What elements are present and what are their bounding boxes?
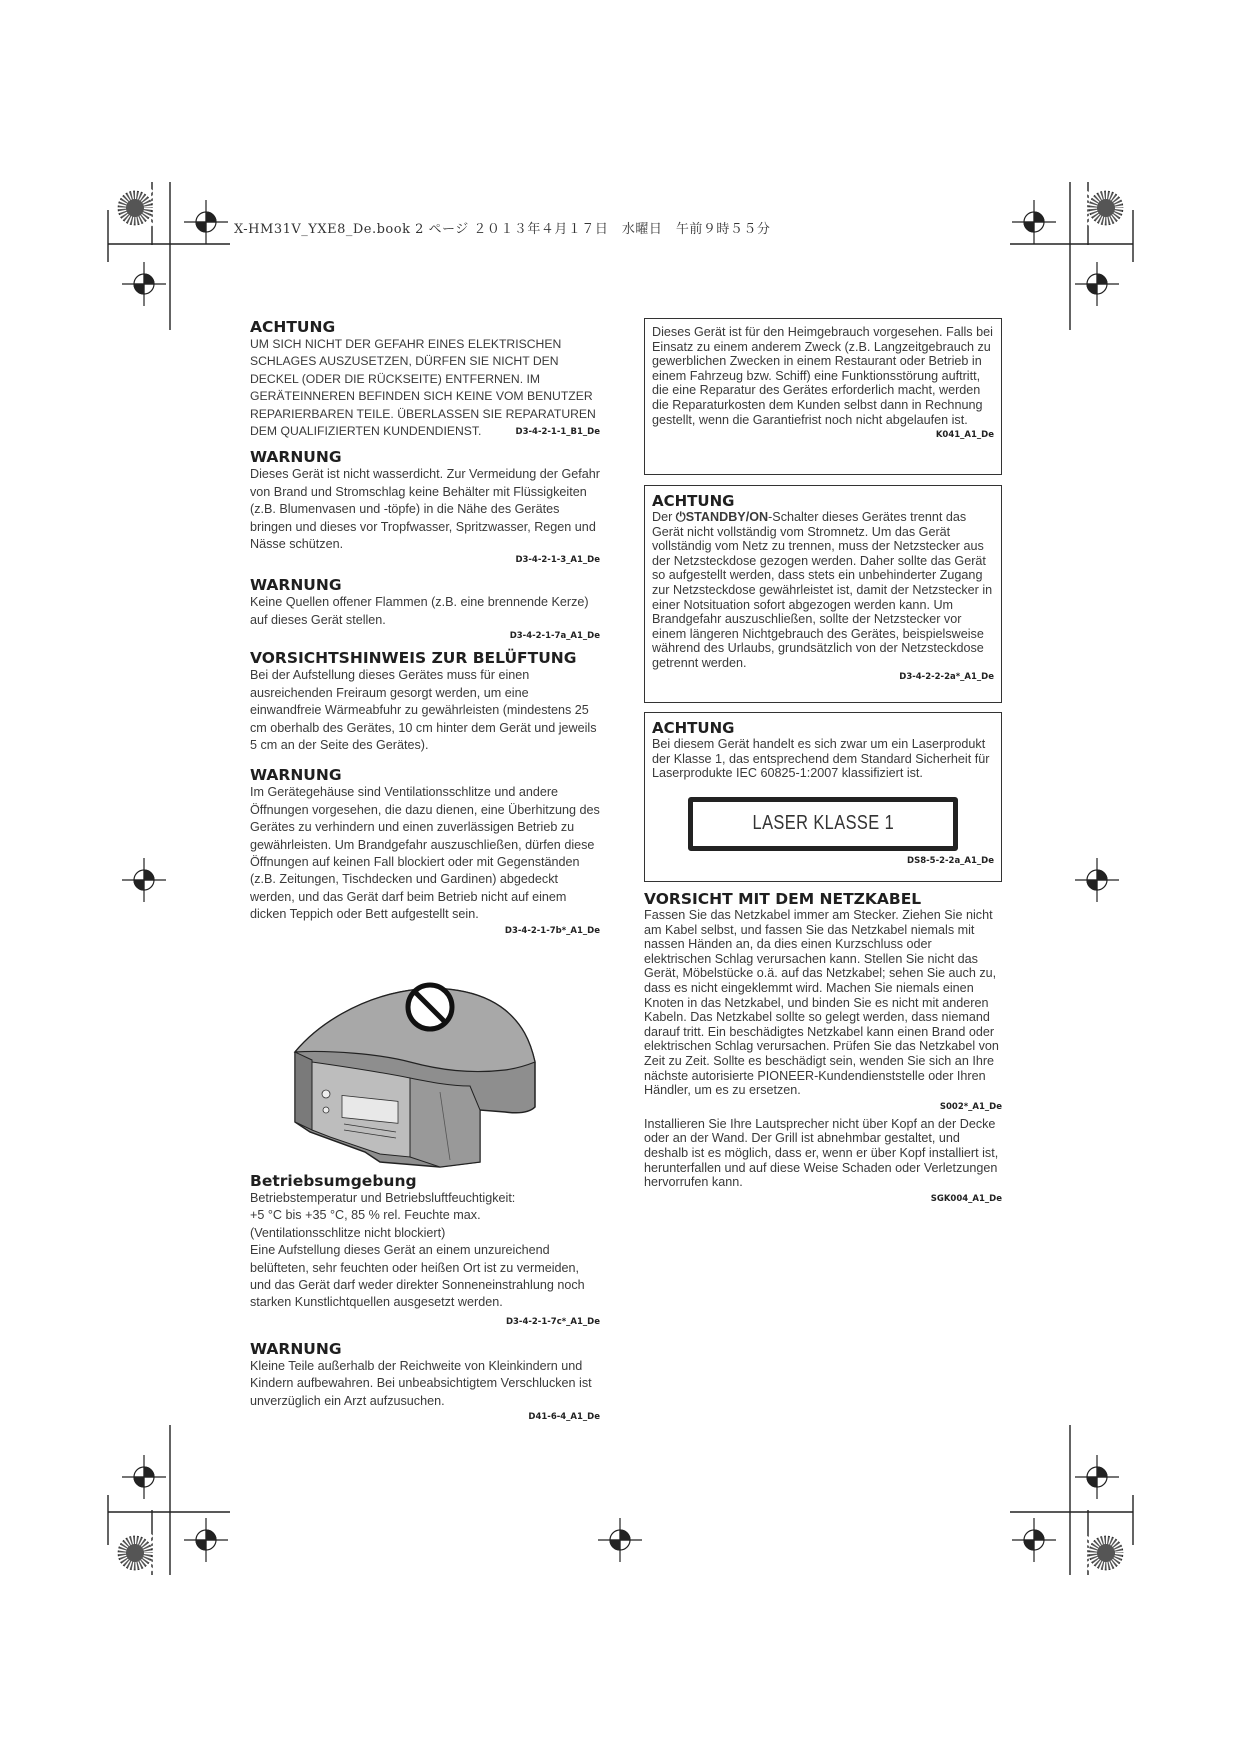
section-code: D3-4-2-1-7a_A1_De <box>509 631 600 642</box>
section-title: WARNUNG <box>250 448 342 467</box>
power-icon: ⏻ <box>675 510 686 524</box>
box-text: Dieses Gerät ist für den Heimgebrauch vorgesehen. Falls bei Einsatz zu einem anderem Zweck (z.B. Langzeitgebrauch zu gewerblichen Zwecken in einem Restaurant oder Betrieb in einem Fahrzeug bzw. Schiff) eine Funktionsstörung auftritt, die eine Reparatur des Gerätes erforderlich macht, werden die Reparaturkosten dem Kunden selbst dann in Rechnung gestellt, wenn die Garantiefrist noch nicht abgelaufen ist. <box>652 325 993 427</box>
section-title: VORSICHT MIT DEM NETZKABEL <box>644 890 922 908</box>
covered-device-illustration <box>290 982 550 1172</box>
section-text: Installieren Sie Ihre Lautsprecher nicht über Kopf an der Decke oder an der Wand. Der Grill ist abnehmbar gestaltet, und deshalb ist es möglich, dass er, wenn er über Kopf installiert ist, herunterfallen und auf diese Weise Schaden oder Verletzungen hervorrufen kann. <box>644 1116 999 1190</box>
box-code: K041_A1_De <box>935 430 994 441</box>
box-text: Bei diesem Gerät handelt es sich zwar um ein Laserprodukt der Klasse 1, das entsprechend dem Standard Sicherheit für Laserprodukte IEC 60825-1:2007 klassifiziert ist. <box>652 737 990 781</box>
section-text: Bei der Aufstellung dieses Gerätes muss für einen ausreichenden Freiraum gesorgt werden, um eine einwandfreie Wärmeabfuhr zu gewährleisten (mindestens 25 cm oberhalb des Gerätes, 10 cm hinter dem Gerät und jeweils 5 cm an der Seite des Gerätes). <box>250 668 597 752</box>
section-text: Im Gerätegehäuse sind Ventilationsschlitze und andere Öffnungen vorgesehen, die dazu dienen, eine Überhitzung des Gerätes zu verhindern und einen zuverlässigen Betrieb zu gewährleisten. Um Brandgefahr auszuschließen, dürfen diese Öffnungen auf keinen Fall blockiert oder mit Gegenständen (z.B. Zeitungen, Tischdecken und Gardinen) abgedeckt werden, und das Gerät darf beim Betrieb nicht auf einem dicken Teppich oder Bett aufgestellt sein. <box>250 785 600 922</box>
section-warnung-small-parts <box>250 1340 600 1423</box>
section-text: Fassen Sie das Netzkabel immer am Stecker. Ziehen Sie nicht am Kabel selbst, und fassen Sie das Netzkabel niemals mit nassen Händen an, da dies einen Kurzschluss oder elektrischen Schlag verursachen kann. Stellen Sie nicht das Gerät, Möbelstücke o.ä. auf das Netzkabel; sehen Sie auch zu, dass es nicht eingeklemmt wird. Machen Sie niemals einen Knoten in das Netzkabel, und binden Sie es nicht mit anderen Kabeln. Das Netzkabel sollte so gelegt werden, dass niemand darauf tritt. Ein beschädigtes Netzkabel kann einen Brand oder elektrischen Schlag verursachen. Prüfen Sie das Netzkabel von Zeit zu Zeit. Sollte es beschädigt sein, wenden Sie sich an Ihre nächste autorisierte PIONEER-Kundendienststelle oder Ihren Händler, um es zu ersetzen. <box>644 908 999 1098</box>
section-speaker-mounting <box>644 1117 1002 1205</box>
section-ventilation-notice <box>250 649 600 754</box>
section-text: UM SICH NICHT DER GEFAHR EINES ELEKTRISCHEN SCHLAGES AUSZUSETZEN, DÜRFEN SIE NICHT DEN DECKEL (ODER DIE RÜCKSEITE) ENTFERNEN. IM GERÄTEINNEREN BEFINDEN SICH KEINE VOM BENUTZER REPARIERBAREN TEILE. ÜBERLASSEN SIE REPARATUREN DEM QUALIFIZIERTEN KUNDENDIENST. <box>250 337 596 439</box>
section-achtung-cover <box>250 318 600 438</box>
section-warnung-water <box>250 448 600 566</box>
section-title: WARNUNG <box>250 576 342 595</box>
section-code: D3-4-2-1-1_B1_De <box>515 427 600 438</box>
box-title: ACHTUNG <box>652 719 735 737</box>
section-code: D3-4-2-1-7c*_A1_De <box>505 1316 600 1327</box>
section-title: VORSICHTSHINWEIS ZUR BELÜFTUNG <box>250 649 577 668</box>
section-power-cord <box>644 890 1002 1113</box>
standby-switch-notice-box <box>644 485 1002 703</box>
standby-on-label: STANDBY/ON <box>685 510 769 524</box>
section-text: Eine Aufstellung dieses Gerät an einem unzureichend belüfteten, sehr feuchten oder heißen Ort ist zu vermeiden, und das Gerät darf weder direkter Sonneneinstrahlung noch starken Kunstlichtquellen ausgesetzt werden. <box>250 1243 585 1310</box>
section-text-line: +5 °C bis +35 °C, 85 % rel. Feuchte max. <box>250 1208 481 1223</box>
section-code: S002*_A1_De <box>939 1101 1002 1112</box>
section-title: ACHTUNG <box>250 318 336 336</box>
left-column <box>250 318 600 944</box>
section-code: D41-6-4_A1_De <box>528 1412 600 1423</box>
section-text: Kleine Teile außerhalb der Reichweite von Kleinkindern und Kindern aufbewahren. Bei unbeabsichtigtem Verschlucken ist unverzüglich ein Arzt aufzusuchen. <box>250 1358 592 1408</box>
section-code: D3-4-2-1-3_A1_De <box>515 555 600 566</box>
box-code: DS8-5-2-2a_A1_De <box>907 855 994 866</box>
section-title: Betriebsumgebung <box>250 1172 417 1190</box>
box-code: D3-4-2-2-2a*_A1_De <box>899 671 994 682</box>
section-code: D3-4-2-1-7b*_A1_De <box>504 925 600 936</box>
section-warnung-flames <box>250 576 600 642</box>
laser-class-label: LASER KLASSE 1 <box>688 797 958 851</box>
section-title: WARNUNG <box>250 1339 342 1358</box>
section-text-line: Betriebstemperatur und Betriebsluftfeuchtigkeit: <box>250 1191 516 1205</box>
home-use-notice-box <box>644 318 1002 475</box>
right-column-lower <box>644 890 1002 1212</box>
box-text: Der ⏻STANDBY/ON-Schalter dieses Gerätes trennt das Gerät nicht vollständig vom Stromnetz. Um das Gerät vollständig vom Netz zu trennen, muss der Netzstecker aus der Netzsteckdose gezogen werden. Daher sollte das Gerät so aufgestellt werden, dass stets ein unbehinderter Zugang zur Netzsteckdose gewährleistet ist, damit der Netzstecker in einer Notsituation sofort abgezogen werden kann. Um Brandgefahr auszuschließen, sollte der Netzstecker vor einem längeren Nichtgebrauch des Gerätes, beispielsweise während des Urlaubs, grundsätzlich von der Netzsteckdose getrennt werden. <box>652 510 993 670</box>
section-text-line: (Ventilationsschlitze nicht blockiert) <box>250 1225 446 1240</box>
left-column-lower <box>250 1172 600 1430</box>
section-text: Dieses Gerät ist nicht wasserdicht. Zur Vermeidung der Gefahr von Brand und Stromschlag keine Behälter mit Flüssigkeiten (z.B. Blumenvasen und -töpfe) in die Nähe des Gerätes bringen und dieses vor Tropfwasser, Spritzwasser, Regen und Nässe schützen. <box>250 467 600 552</box>
box-title: ACHTUNG <box>652 492 735 510</box>
section-title: WARNUNG <box>250 766 342 785</box>
print-slug-line: X-HM31V_YXE8_De.book 2 ページ ２０１３年４月１７日 水曜日 午前９時５５分 <box>234 222 771 237</box>
section-text: Keine Quellen offener Flammen (z.B. eine brennende Kerze) auf dieses Gerät stellen. <box>250 595 589 627</box>
section-operating-environment <box>250 1172 600 1328</box>
section-code: SGK004_A1_De <box>930 1193 1002 1204</box>
section-warnung-vents <box>250 766 600 936</box>
laser-notice-box <box>644 712 1002 882</box>
